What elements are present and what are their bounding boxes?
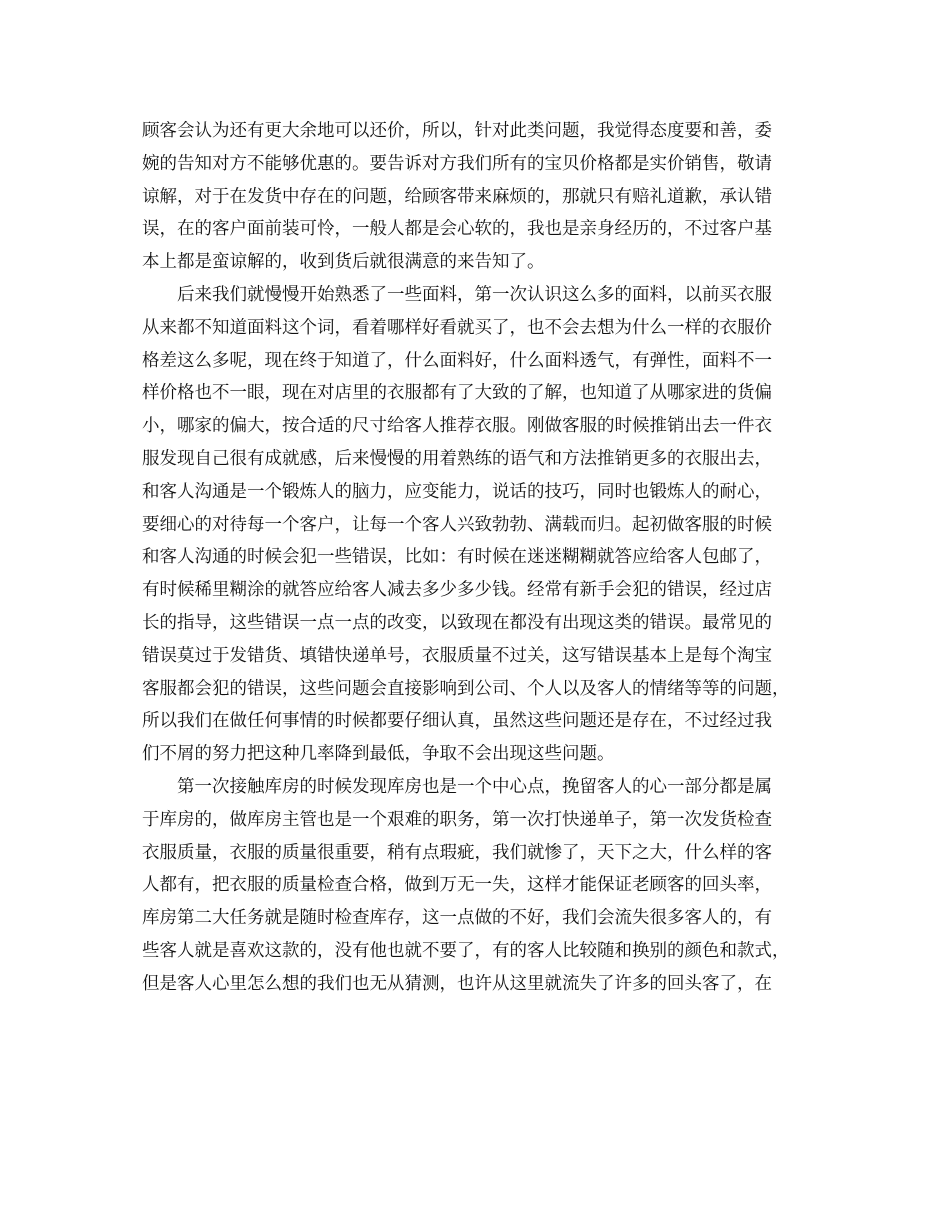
- body-text: [142, 115, 832, 1001]
- text-line: 但是客人心里怎么想的我们也无从猜测，也许从这里就流失了许多的回头客了，在: [142, 973, 772, 994]
- text-line: 有时候稀里糊涂的就答应给客人减去多少多少钱。经常有新手会犯的错误，经过店: [142, 580, 772, 601]
- text-line: 些客人就是喜欢这款的，没有他也就不要了，有的客人比较随和换别的颜色和款式，: [142, 940, 790, 961]
- text-line: 错误莫过于发错货、填错快递单号，衣服质量不过关，这写错误基本上是每个淘宝: [142, 645, 772, 666]
- text-line: 客服都会犯的错误，这些问题会直接影响到公司、个人以及客人的情绪等等的问题，: [142, 678, 790, 699]
- text-line: 于库房的，做库房主管也是一个艰难的职务，第一次打快递单子，第一次发货检查: [142, 809, 772, 830]
- text-line: 要细心的对待每一个客户，让每一个客人兴致勃勃、满载而归。起初做客服的时候: [142, 514, 772, 535]
- text-line: 小，哪家的偏大，按合适的尺寸给客人推荐衣服。刚做客服的时候推销出去一件衣: [142, 416, 772, 437]
- text-line: 长的指导，这些错误一点一点的改变，以致现在都没有出现这类的错误。最常见的: [142, 612, 772, 633]
- text-line: 本上都是蛮谅解的，收到货后就很满意的来告知了。: [142, 252, 545, 273]
- text-line: 所以我们在做任何事情的时候都要仔细认真，虽然这些问题还是存在，不过经过我: [142, 711, 772, 732]
- text-line: 顾客会认为还有更大余地可以还价，所以，针对此类问题，我觉得态度要和善，委: [142, 121, 772, 141]
- text-line: 谅解，对于在发货中存在的问题，给顾客带来麻烦的，那就只有赔礼道歉，承认错: [142, 186, 772, 207]
- text-line: 人都有，把衣服的质量检查合格，做到万无一失，这样才能保证老顾客的回头率，: [142, 875, 772, 896]
- text-line: 衣服质量，衣服的质量很重要，稍有点瑕疵，我们就惨了，天下之大，什么样的客: [142, 842, 772, 863]
- text-line: 从来都不知道面料这个词，看着哪样好看就买了，也不会去想为什么一样的衣服价: [142, 317, 772, 338]
- text-line: 婉的告知对方不能够优惠的。要告诉对方我们所有的宝贝价格都是实价销售，敬请: [142, 153, 772, 174]
- text-line: 和客人沟通的时候会犯一些错误，比如：有时候在迷迷糊糊就答应给客人包邮了，: [142, 547, 772, 568]
- text-line: 服发现自己很有成就感，后来慢慢的用着熟练的语气和方法推销更多的衣服出去，: [142, 448, 772, 469]
- text-line: 样价格也不一眼，现在对店里的衣服都有了大致的了解，也知道了从哪家进的货偏: [142, 383, 772, 404]
- text-line: 库房第二大任务就是随时检查库存，这一点做的不好，我们会流失很多客人的，有: [142, 908, 772, 929]
- text-line: 误，在的客户面前装可怜，一般人都是会心软的，我也是亲身经历的，不过客户基: [142, 219, 772, 240]
- paragraph-first-line: 后来我们就慢慢开始熟悉了一些面料，第一次认识这么多的面料，以前买衣服: [177, 284, 772, 305]
- text-line: 格差这么多呢，现在终于知道了，什么面料好，什么面料透气，有弹性，面料不一: [142, 350, 772, 371]
- text-line: 们不屑的努力把这种几率降到最低，争取不会出现这些问题。: [142, 744, 615, 765]
- text-line: 和客人沟通是一个锻炼人的脑力，应变能力，说话的技巧，同时也锻炼人的耐心，: [142, 481, 772, 502]
- paragraph-first-line: 第一次接触库房的时候发现库房也是一个中心点，挽留客人的心一部分都是属: [177, 776, 772, 797]
